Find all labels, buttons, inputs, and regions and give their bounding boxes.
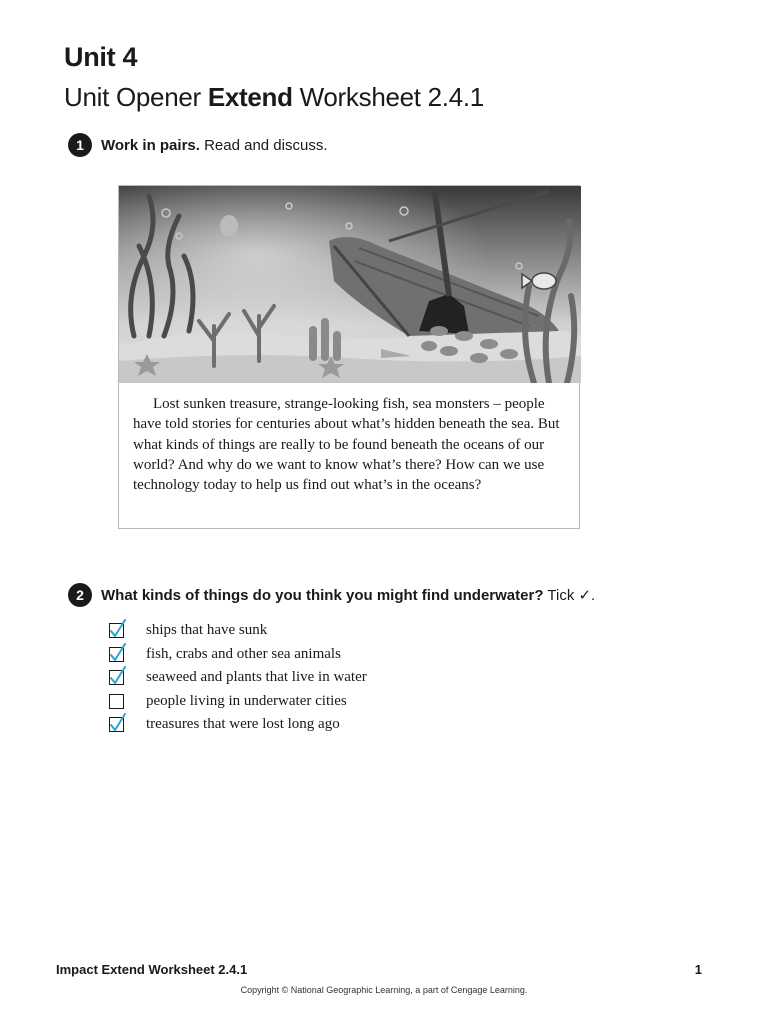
- list-item: [109, 713, 367, 737]
- task-2-question-rest: Tick ✓.: [543, 587, 596, 604]
- list-item: [109, 690, 367, 714]
- page-number: 1: [694, 962, 702, 977]
- option-label: seaweed and plants that live in water: [146, 669, 367, 686]
- copyright: Copyright © National Geographic Learning, a part of Cengage Learning.: [240, 985, 528, 995]
- sunken-ship-illustration: [119, 186, 581, 383]
- task-1: [68, 133, 328, 157]
- check-icon: [109, 713, 127, 733]
- story-box: [118, 185, 580, 529]
- list-item: [109, 643, 367, 667]
- option-label: ships that have sunk: [146, 622, 268, 639]
- check-icon: [109, 666, 127, 686]
- option-label: people living in underwater cities: [146, 692, 347, 709]
- task-2-question: [101, 586, 595, 604]
- list-item: [109, 666, 367, 690]
- task-number-1: 1: [68, 133, 92, 157]
- task-number-2: 2: [68, 583, 92, 607]
- tick-list: [109, 619, 367, 737]
- checkbox-treasures[interactable]: [109, 717, 124, 732]
- task-2: [68, 583, 595, 607]
- task-2-question-bold: What kinds of things do you think you might find underwater?: [101, 587, 544, 604]
- worksheet-title: [64, 82, 484, 113]
- task-1-instruction-rest: Read and discuss.: [199, 136, 328, 154]
- checkbox-ships[interactable]: [109, 623, 124, 638]
- title-bold: Extend: [207, 82, 293, 112]
- checkbox-sea-animals[interactable]: [109, 647, 124, 662]
- option-label: fish, crabs and other sea animals: [146, 645, 341, 662]
- task-1-instruction: [101, 137, 328, 154]
- title-prefix: Unit Opener: [64, 82, 208, 112]
- list-item: [109, 619, 367, 643]
- check-icon: [109, 643, 127, 663]
- option-label: treasures that were lost long ago: [146, 716, 340, 733]
- check-icon: [109, 619, 127, 639]
- unit-title: Unit 4: [64, 42, 138, 72]
- checkbox-seaweed[interactable]: [109, 670, 124, 685]
- checkbox-underwater-cities[interactable]: [109, 694, 124, 709]
- story-text: Lost sunken treasure, strange-looking fish, sea monsters – people have told stories for centuries about what’s hidden beneath the sea. But what kinds of things are really to be found beneath the oceans of our world? And why do we want to know what’s there? How can we use technology today to help us find out what’s in the oceans?: [133, 396, 560, 494]
- footer-title: Impact Extend Worksheet 2.4.1: [56, 962, 248, 977]
- task-1-instruction-bold: Work in pairs.: [101, 136, 200, 154]
- title-suffix: Worksheet 2.4.1: [292, 82, 484, 112]
